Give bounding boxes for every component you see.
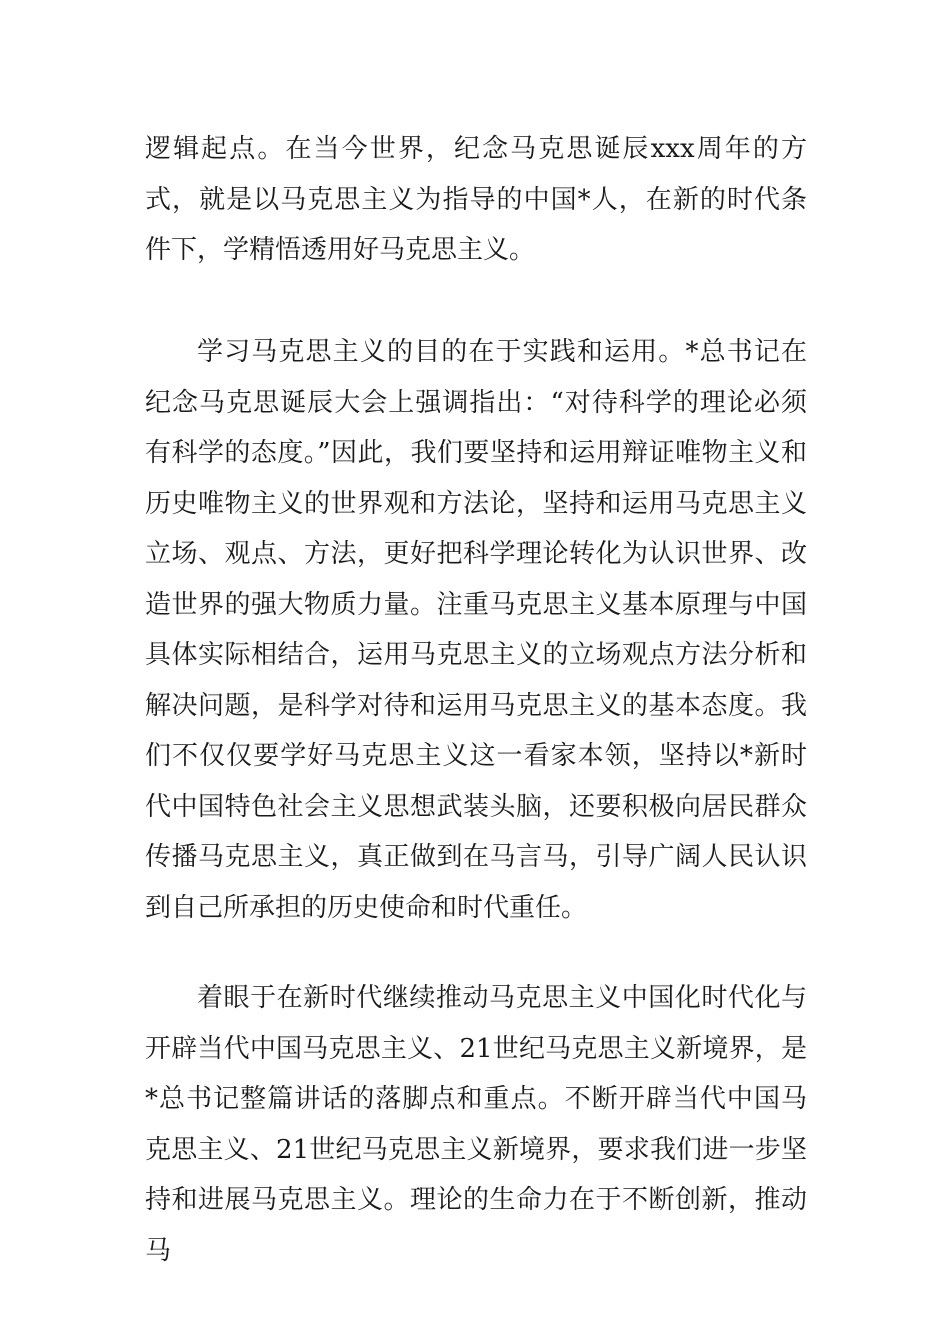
paragraph-new-era: 着眼于在新时代继续推动马克思主义中国化时代化与开辟当代中国马克思主义、21世纪马克思主义新境界，是*总书记整篇讲话的落脚点和重点。不断开辟当代中国马克思主义、21世纪马克思主义新境界，要求我们进一步坚持和进展马克思主义。理论的生命力在于不断创新，推动马 — [145, 983, 807, 1266]
paragraph-practice: 学习马克思主义的目的在于实践和运用。*总书记在纪念马克思诞辰大会上强调指出：“对待科学的理论必须有科学的态度。”因此，我们要坚持和运用辩证唯物主义和历史唯物主义的世界观和方法论，坚持和运用马克思主义立场、观点、方法，更好把科学理论转化为认识世界、改造世界的强大物质力量。注重马克思主义基本原理与中国具体实际相结合，运用马克思主义的立场观点方法分析和解决问题，是科学对待和运用马克思主义的基本态度。我们不仅仅要学好马克思主义这一看家本领，坚持以*新时代中国特色社会主义思想武装头脑，还要积极向居民群众传播马克思主义，真正做到在马言马，引导广阔人民认识到自己所承担的历史使命和时代重任。 — [145, 337, 807, 923]
paragraph-continued: 逻辑起点。在当今世界，纪念马克思诞辰xxx周年的方式，就是以马克思主义为指导的中国*人，在新的时代条件下，学精悟透用好马克思主义。 — [145, 134, 807, 265]
